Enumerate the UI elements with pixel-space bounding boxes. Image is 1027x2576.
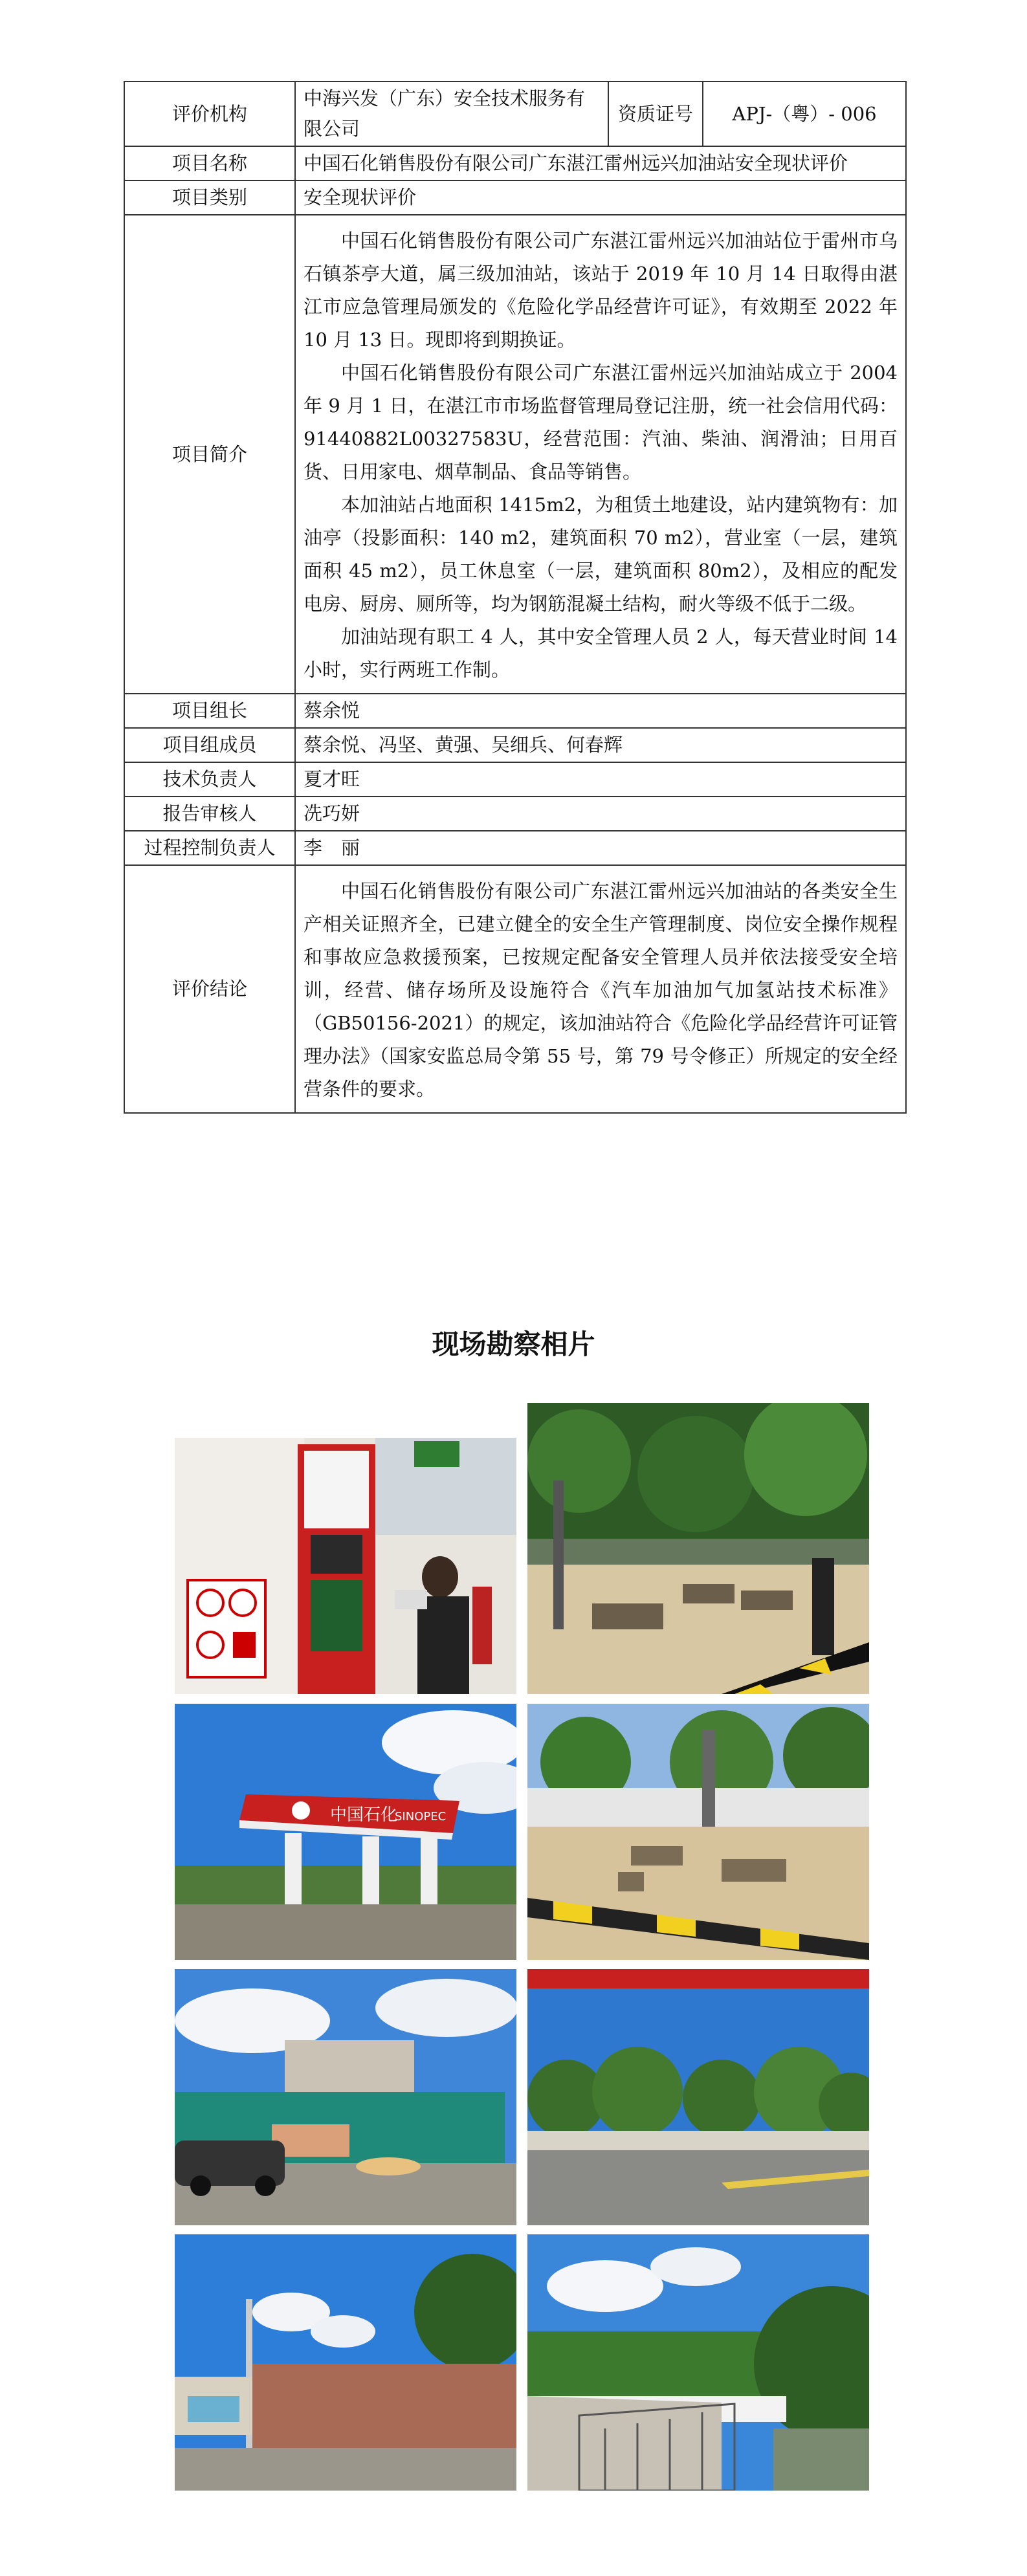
- org-label: 评价机构: [124, 82, 295, 146]
- evaluation-info-table: [124, 81, 907, 1114]
- photo-fence-palms: [527, 2234, 869, 2491]
- process-value: 李 丽: [295, 831, 906, 865]
- intro-paragraph: 本加油站占地面积 1415m2，为租赁土地建设，站内建筑物有：加油亭（投影面积：140 m2，建筑面积 70 m2），营业室（一层，建筑面积 45 m2），员工休息室（一层，建筑面积 80m2），及相应的配发电房、厨房、厕所等，均为钢筋混凝土结构，耐火等级不低于二级。: [304, 494, 898, 615]
- intro-paragraph: 中国石化销售股份有限公司广东湛江雷州远兴加油站成立于 2004 年 9 月 1 日，在湛江市市场监督管理局登记注册，统一社会信用代码：91440882L00327583U，经营范围：汽油、柴油、润滑油；日用百货、日用家电、烟草制品、食品等销售。: [304, 362, 898, 483]
- conclusion-text: [295, 865, 906, 1113]
- photo-tank-area: [527, 1403, 869, 1694]
- review-value: 冼巧妍: [295, 797, 906, 831]
- table-row: [124, 82, 906, 146]
- table-row: [124, 831, 906, 865]
- sinopec-en-sign: SINOPEC: [395, 1810, 447, 1823]
- photo-tank-lids: [527, 1704, 869, 1960]
- intro-paragraph: 加油站现有职工 4 人，其中安全管理人员 2 人，每天营业时间 14 小时，实行两班工作制。: [304, 626, 898, 681]
- tech-value: 夏才旺: [295, 762, 906, 797]
- cert-label: 资质证号: [608, 82, 703, 146]
- photo-brick-wall: [175, 2234, 516, 2491]
- intro-paragraph: 中国石化销售股份有限公司广东湛江雷州远兴加油站位于雷州市乌石镇茶亭大道，属三级加油站，该站于 2019 年 10 月 14 日取得由湛江市应急管理局颁发的《危险化学品经营许可证》，有效期至 2022 年 10 月 13 日。现即将到期换证。: [304, 230, 898, 351]
- photo-sinopec-canopy: [175, 1704, 516, 1960]
- cert-value: APJ-（粤）- 006: [703, 82, 906, 146]
- table-row: [124, 797, 906, 831]
- conclusion-paragraph: 中国石化销售股份有限公司广东湛江雷州远兴加油站的各类安全生产相关证照齐全，已建立健全的安全生产管理制度、岗位安全操作规程和事故应急救援预案，已按规定配备安全管理人员并依法接受安全培训，经营、储存场所及设施符合《汽车加油加气加氢站技术标准》（GB50156-2021）的规定，该加油站符合《危险化学品经营许可证管理办法》（国家安监总局令第 55 号，第 79 号令修正）所规定的安全经营条件的要求。: [304, 880, 898, 1100]
- table-row: [124, 865, 906, 1113]
- leader-value: 蔡余悦: [295, 694, 906, 728]
- type-value: 安全现状评价: [295, 181, 906, 215]
- type-label: 项目类别: [124, 181, 295, 215]
- members-value: 蔡余悦、冯坚、黄强、吴细兵、何春辉: [295, 728, 906, 762]
- photo-road-trees: [527, 1969, 869, 2225]
- table-row: [124, 215, 906, 694]
- org-value: 中海兴发（广东）安全技术服务有限公司: [295, 82, 608, 146]
- name-value: 中国石化销售股份有限公司广东湛江雷州远兴加油站安全现状评价: [295, 146, 906, 181]
- conclusion-label: 评价结论: [124, 865, 295, 1113]
- photos-title: 现场勘察相片: [432, 1328, 595, 1360]
- photo-fuel-dispenser: [175, 1438, 516, 1694]
- table-row: [124, 146, 906, 181]
- members-label: 项目组成员: [124, 728, 295, 762]
- sinopec-cn-sign: 中国石化: [330, 1805, 398, 1825]
- tech-label: 技术负责人: [124, 762, 295, 797]
- photo-green-wall-building: [175, 1969, 516, 2225]
- process-label: 过程控制负责人: [124, 831, 295, 865]
- leader-label: 项目组长: [124, 694, 295, 728]
- name-label: 项目名称: [124, 146, 295, 181]
- table-row: [124, 181, 906, 215]
- table-row: [124, 694, 906, 728]
- intro-text: [295, 215, 906, 694]
- table-row: [124, 762, 906, 797]
- review-label: 报告审核人: [124, 797, 295, 831]
- table-row: [124, 728, 906, 762]
- intro-label: 项目简介: [124, 215, 295, 694]
